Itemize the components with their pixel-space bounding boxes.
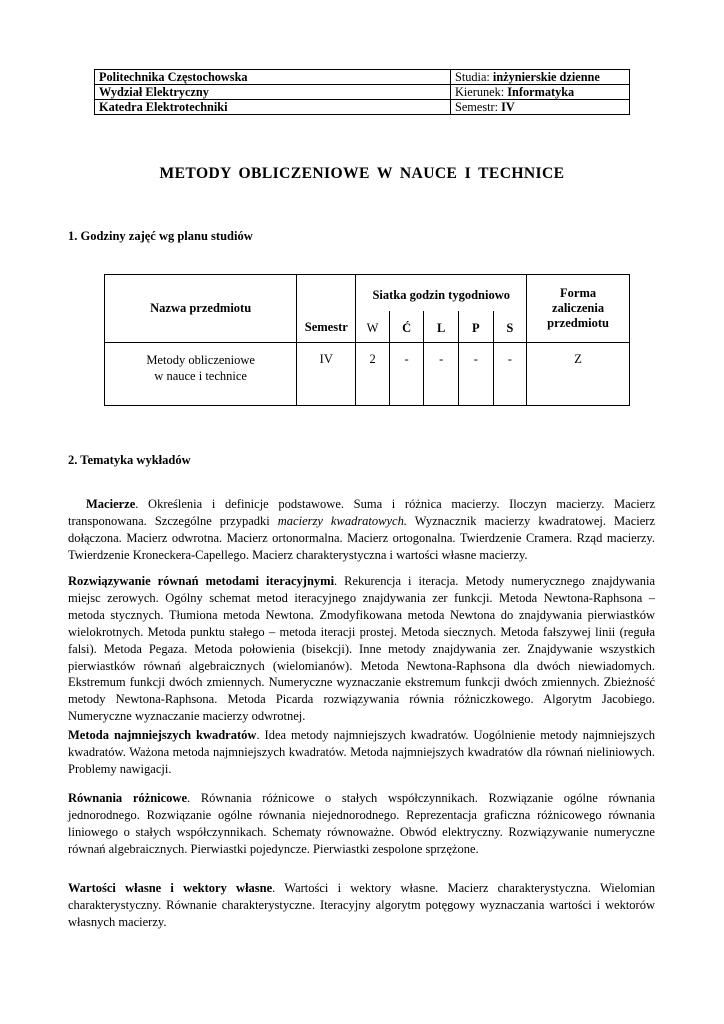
sub-col-s: S: [493, 311, 527, 343]
hours-l: -: [424, 343, 459, 406]
col-header-name: Nazwa przedmiotu: [105, 275, 297, 343]
field-of-study: Kierunek: Informatyka: [451, 85, 630, 100]
col-header-hours-grid: Siatka godzin tygodniowo: [356, 275, 527, 311]
hours-table: [104, 274, 630, 406]
col-header-form: Forma zaliczenia przedmiotu: [527, 275, 630, 343]
paragraph-topic: Wartości własne i wektory własne: [68, 881, 273, 895]
sub-col-w: W: [356, 311, 390, 343]
subject-form: Z: [527, 343, 630, 406]
paragraph-least-squares: Metoda najmniejszych kwadratów. Idea metody najmniejszych kwadratów. Uogólnienie metody najmniejszych kwadratów. Ważona metoda najmniejszych kwadratów. Metoda najmniejszych kwadratów dla równań nieliniowych. Problemy nawigacji.: [68, 728, 655, 776]
faculty-name: Wydział Elektryczny: [95, 85, 451, 100]
subject-name: Metody obliczeniowe w nauce i technice: [105, 343, 297, 406]
department-name: Katedra Elektrotechniki: [95, 100, 451, 115]
paragraph-topic: Macierze: [86, 497, 136, 511]
paragraph-matrices: Macierze. Określenia i definicje podstawowe. Suma i różnica macierzy. Iloczyn macierzy. Macierz transponowana. Szczególne przypadki macierzy kwadratowych. Wyznacznik macierzy kwadratowej. Macierz dołączona. Macierz odwrotna. Macierz ortonormalna. Macierz ortogonalna. Twierdzenie Cramera. Rząd macierzy. Twierdzenie Kroneckera-Capellego. Macierz charakterystyczna i wartości własne macierzy.: [68, 497, 655, 562]
hours-p: -: [459, 343, 494, 406]
study-type: Studia: inżynierskie dzienne: [451, 70, 630, 85]
hours-c: -: [389, 343, 424, 406]
header-row: [95, 85, 630, 100]
section-1-heading: 1. Godziny zajęć wg planu studiów: [68, 229, 253, 243]
header-row: [95, 70, 630, 85]
semester-info: Semestr: IV: [451, 100, 630, 115]
paragraph-topic: Rozwiązywanie równań metodami iteracyjnymi: [68, 574, 335, 588]
sub-col-p: P: [459, 311, 494, 343]
paragraph-eigenvalues: Wartości własne i wektory własne. Wartości i wektory własne. Macierz charakterystyczna. Wielomian charakterystyczny. Równanie charakterystyczne. Iteracyjny algorytm potęgowy wyznaczania wartości i wektorów własnych macierzy.: [68, 881, 655, 929]
document-title: METODY OBLICZENIOWE W NAUCE I TECHNICE: [159, 165, 565, 182]
header-row: [95, 100, 630, 115]
paragraph-iterative-methods: Rozwiązywanie równań metodami iteracyjnymi. Rekurencja i iteracja. Metody numerycznego znajdywania miejsc zerowych. Ogólny schemat metod iteracyjnego znajdywania zer funkcji. Metoda Newtona-Raphsona – metoda stycznych. Tłumiona metoda Newtona. Zmodyfikowana metoda Newtona do znajdywania pierwiastków wielokrotnych. Metoda punktu stałego – metoda iteracji prostej. Metoda siecznych. Metoda fałszywej linii (reguła falsi). Metoda Pegaza. Metoda połowienia (bisekcji). Inne metody znajdywania zer. Znajdywanie wszystkich pierwiastków równań algebraicznych (wielomianów). Metoda Newtona-Raphsona dla dwóch niewiadomych. Ekstremum funkcji dwóch zmiennych. Numeryczne wyznaczanie ekstremum funkcji dwóch zmiennych. Zbieżność metody Newtona-Raphsona. Metoda Picarda rozwiązywania równia różniczkowego. Algorytm Jacobiego. Numeryczne wyznaczanie macierzy odwrotnej.: [68, 574, 655, 724]
subject-semester: IV: [297, 343, 356, 406]
sub-col-c: Ć: [389, 311, 424, 343]
sub-col-l: L: [424, 311, 459, 343]
col-header-semester: Semestr: [297, 275, 356, 343]
paragraph-topic: Metoda najmniejszych kwadratów: [68, 728, 257, 742]
table-row: [105, 343, 630, 406]
hours-w: 2: [356, 343, 390, 406]
paragraph-difference-equations: Równania różnicowe. Równania różnicowe o stałych współczynnikach. Rozwiązanie ogólne równania jednorodnego. Rozwiązanie ogólne równania niejednorodnego. Reprezentacja graficzna różnicowego równania liniowego o stałych współczynnikach. Schematy równoważne. Obwód elektryczny. Rozwiązywanie numeryczne równań algebraicznych. Pierwiastki pojedyncze. Pierwiastki zespolone sprzężone.: [68, 791, 655, 856]
section-2-heading: 2. Tematyka wykładów: [68, 453, 191, 467]
university-name: Politechnika Częstochowska: [95, 70, 451, 85]
hours-s: -: [493, 343, 527, 406]
header-info-table: [94, 69, 630, 115]
paragraph-topic: Równania różnicowe: [68, 791, 188, 805]
